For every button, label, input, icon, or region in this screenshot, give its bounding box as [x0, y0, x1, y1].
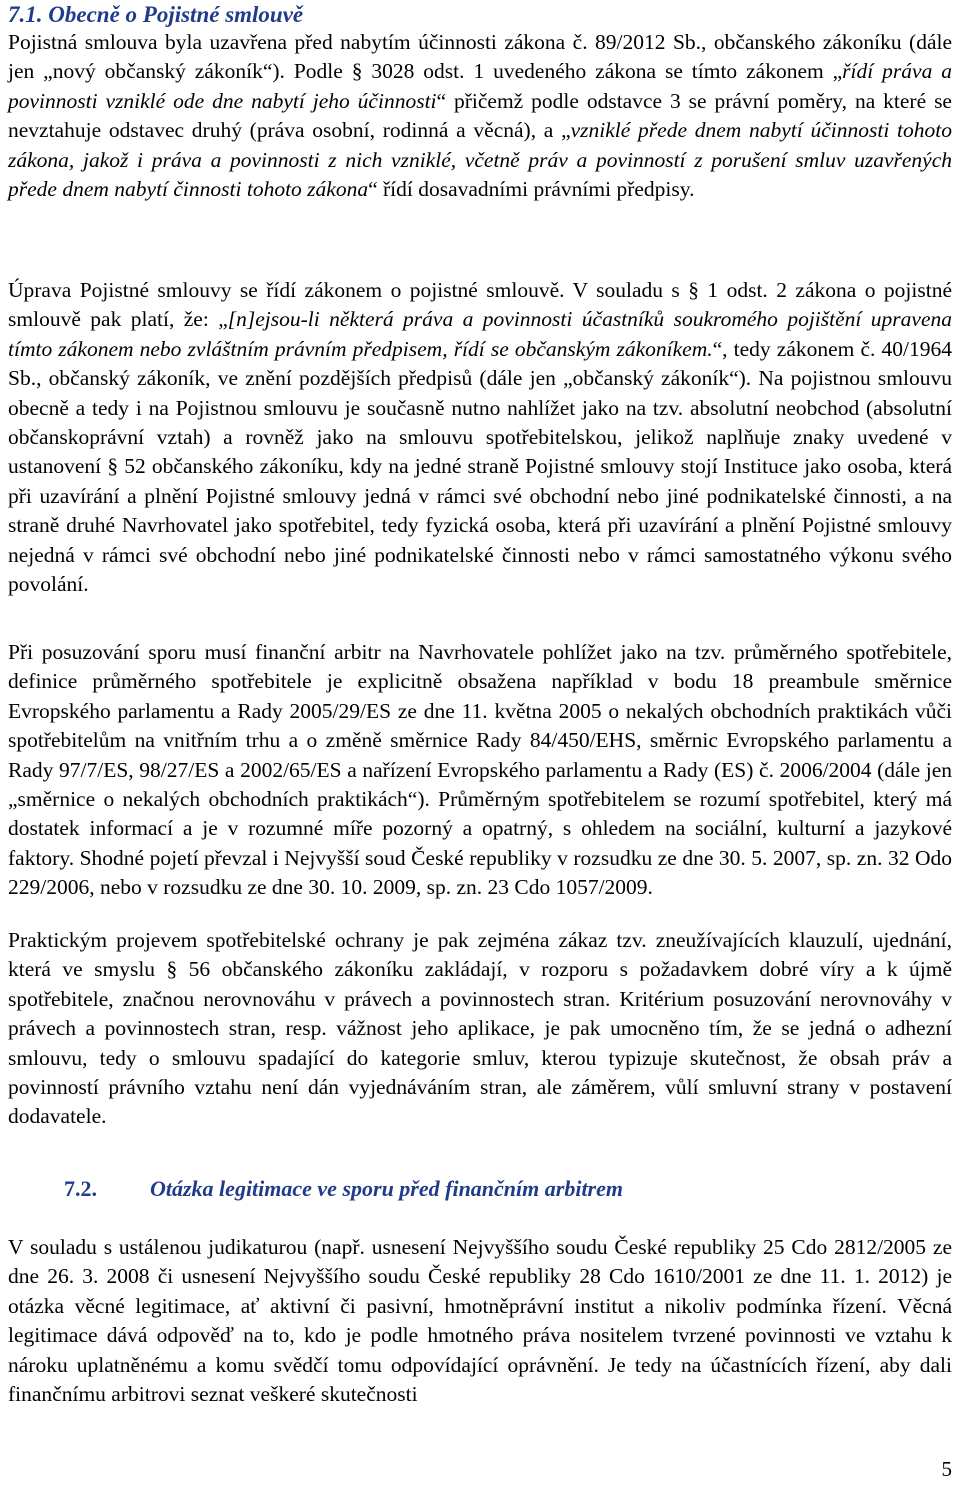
subsection-heading [64, 1174, 623, 1204]
subsection-paragraph: V souladu s ustálenou judikaturou (např. usnesení Nejvyššího soudu České republiky 25 Cdo 2812/2005 ze dne 26. 3. 2008 či usnesení Nejvyššího soudu České republiky 28 Cdo 1610/2001 ze dne 11. 1. 2012) je otázka věcné legitimace, ať aktivní či pasivní, hmotněprávní institut a nikoliv podmínka řízení. Věcná legitimace dává odpověď na to, kdo je podle hmotného práva nositelem tvrzené povinnosti ve vztahu k nároku uplatněnému a komu svědčí tomu odpovídající oprávnění. Je tedy na účastnících řízení, aby dali finančnímu arbitrovi seznat veškeré skutečnosti [8, 1235, 952, 1407]
italic-quote-text: vzniklé přede dnem nabytí účinnosti tohoto zákona, jakož i práva a povinnosti z nich vzniklé, včetně práv a povinností z porušení smluv uzavřených přede dnem nabytí činnosti tohoto zákona [8, 118, 952, 202]
paragraph-2 [8, 276, 952, 599]
paragraph-3 [8, 638, 952, 903]
italic-quote-text: [n]ejsou-li některá práva a povinnosti účastníků soukromého pojištění upravena tímto zákonem nebo zvláštním právním předpisem, řídí se občanským zákoníkem. [8, 307, 952, 361]
paragraph-text: Úprava Pojistné smlouvy se řídí zákonem o pojistné smlouvě. V souladu s § 1 odst. 2 zákona o pojistné smlouvě pak platí, že: „ [8, 278, 952, 332]
paragraph-text: Pojistná smlouva byla uzavřena před nabytím účinnosti zákona č. 89/2012 Sb., občanského zákoníku (dále jen „nový občanský zákoník“). Podle § 3028 odst. 1 uvedeného zákona se tímto zákonem „ [8, 30, 952, 84]
paragraph-4 [8, 926, 952, 1132]
italic-quote-text: řídí práva a povinnosti vzniklé ode dne nabytí jeho účinnosti [8, 59, 952, 113]
paragraph-text: Při posuzování sporu musí finanční arbitr na Navrhovatele pohlížet jako na tzv. průměrného spotřebitele, definice průměrného spotřebitele je explicitně obsažena například v bodu 18 preambule směrnice Evropského parlamentu a Rady 2005/29/ES ze dne 11. května 2005 o nekalých obchodních praktikách vůči spotřebitelům na vnitřním trhu a o změně směrnice Rady 84/450/EHS, směrnic Evropského parlamentu a Rady 97/7/ES, 98/27/ES a 2002/65/ES a nařízení Evropského parlamentu a Rady (ES) č. 2006/2004 (dále jen „směrnice o nekalých obchodních praktikách“). Průměrným spotřebitelem se rozumí spotřebitel, který má dostatek informací a je v rozumné míře pozorný a opatrný, s ohledem na sociální, kulturní a jazykové faktory. Shodné pojetí převzal i Nejvyšší soud České republiky v rozsudku ze dne 30. 5. 2007, sp. zn. 32 Odo 229/2006, nebo v rozsudku ze dne 30. 10. 2009, sp. zn. 23 Cdo 1057/2009. [8, 640, 952, 900]
paragraph-text: “ řídí dosavadními právními předpisy. [368, 177, 695, 202]
paragraph-text: “ přičemž podle odstavce 3 se právní poměry, na které se nevztahuje odstavec druhý (práva osobní, rodinná a věcná), a „ [8, 88, 952, 143]
page-number: 5 [941, 1457, 952, 1481]
section-heading: 7.1. Obecně o Pojistné smlouvě [8, 2, 304, 27]
subsection-number: 7.2. [64, 1176, 97, 1201]
paragraph-text: Praktickým projevem spotřebitelské ochrany je pak zejména zákaz tzv. zneužívajících klauzulí, ujednání, která ve smyslu § 56 občanského zákoníku zakládají, v rozporu s požadavkem dobré víry a k újmě spotřebitele, značnou nerovnováhu v právech a povinnostech stran. Kritérium posuzování nerovnováhy v právech a povinnostech stran, resp. vážnost jeho aplikace, je pak umocněno tím, že se jedná o adhezní smlouvu, tedy o smlouvu spadající do kategorie smluv, kterou typizuje skutečnost, že obsah práv a povinností právního vztahu není dán vyjednáváním stran, ale záměrem, vůlí smluvní strany v postavení dodavatele. [8, 928, 952, 1129]
subsection-title: Otázka legitimace ve sporu před finančním arbitrem [150, 1176, 623, 1201]
paragraph-text: “, tedy zákonem č. 40/1964 Sb., občanský zákoník, ve znění pozdějších předpisů (dále jen „občanský zákoník“). Na pojistnou smlouvu obecně a tedy i na Pojistnou smlouvu je současně nutno nahlížet jako na tzv. absolutní neobchod (absolutní občanskoprávní vztah) a rovněž jako na smlouvu spotřebitelskou, jelikož naplňuje znaky uvedené v ustanovení § 52 občanského zákoníku, kdy na jedné straně Pojistné smlouvy stojí Instituce jako osoba, která při uzavírání a plnění Pojistné smlouvy jedná v rámci své obchodní nebo jiné podnikatelské činnosti, a na straně druhé Navrhovatel jako spotřebitel, tedy fyzická osoba, která při uzavírání a plnění Pojistné smlouvy nejedná v rámci své obchodní nebo jiné podnikatelské činnosti nebo v rámci samostatného výkonu svého povolání. [8, 336, 952, 597]
paragraph-1 [8, 28, 952, 204]
